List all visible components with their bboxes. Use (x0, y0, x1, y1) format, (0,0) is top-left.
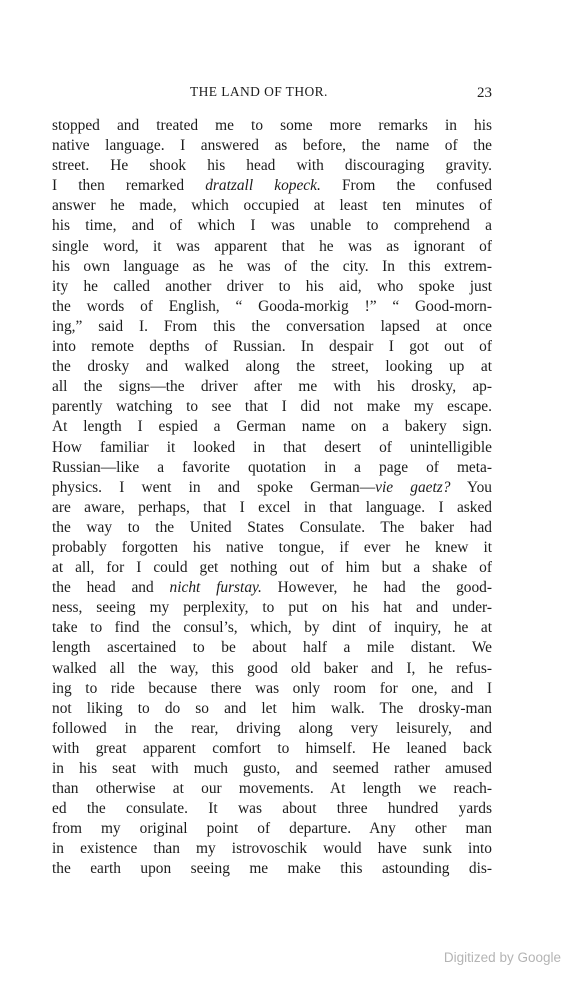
text-line (52, 176, 492, 196)
text-line: from my original point of departure. Any other man (52, 820, 492, 838)
text-line: ing to ride because there was only room for one, and I (52, 679, 492, 697)
text-line: How familiar it looked in that desert of unintelligible (52, 438, 492, 456)
italic-phrase: dratzall kopeck. (205, 177, 321, 195)
text-line: At length I espied a German name on a bakery sign. (52, 418, 492, 436)
text-segment: You (450, 478, 492, 496)
text-line: stopped and treated me to some more remarks in his (52, 117, 492, 134)
text-line: ed the consulate. It was about three hundred yards (52, 800, 492, 818)
page-header (52, 84, 492, 104)
text-line: Russian—like a favorite quotation in a page of meta- (52, 458, 492, 476)
text-line: followed in the rear, driving along very leisurely, and (52, 719, 492, 737)
text-line: than otherwise at our movements. At length we reach- (52, 780, 492, 798)
text-line: street. He shook his head with discouraging gravity. (52, 157, 492, 175)
text-segment: physics. I went in and spoke German— (52, 478, 376, 496)
text-line: with great apparent comfort to himself. He leaned back (52, 739, 492, 757)
text-line: take to find the consul’s, which, by dint of inquiry, he at (52, 619, 492, 637)
body-text (52, 116, 492, 880)
running-title: THE LAND OF THOR. (190, 84, 328, 99)
text-line: the way to the United States Consulate. The baker had (52, 518, 492, 536)
text-line: his time, and of which I was unable to comprehend a (52, 217, 492, 235)
text-line: ing,” said I. From this the conversation lapsed at once (52, 317, 492, 335)
text-line: in existence than my istrovoschik would have sunk into (52, 840, 492, 858)
text-segment: However, he had the good- (261, 579, 492, 597)
text-line: ness, seeing my perplexity, to put on his hat and under- (52, 599, 492, 617)
text-line (52, 578, 492, 598)
text-line: all the signs—the driver after me with his drosky, ap- (52, 378, 492, 396)
text-line: at all, for I could get nothing out of him but a shake of (52, 559, 492, 577)
text-line: length ascertained to be about half a mile distant. We (52, 639, 492, 657)
text-line: in his seat with much gusto, and seemed rather amused (52, 760, 492, 777)
text-segment: the head and (52, 579, 170, 597)
text-line: the earth upon seeing me make this astounding dis- (52, 860, 492, 878)
text-segment: From the confused (320, 177, 492, 195)
text-line: probably forgotten his native tongue, if ever he knew it (52, 538, 492, 556)
text-line (52, 478, 492, 498)
text-line: walked all the way, this good old baker and I, he refus- (52, 659, 492, 677)
text-line: parently watching to see that I did not make my escape. (52, 398, 492, 416)
italic-phrase: vie gaetz? (375, 478, 451, 496)
text-line: are aware, perhaps, that I excel in that language. I asked (52, 498, 492, 516)
italic-phrase: nicht furstay. (169, 579, 262, 597)
text-line: into remote depths of Russian. In despair I got out of (52, 338, 492, 356)
text-line: ity he called another driver to his aid, who spoke just (52, 277, 492, 295)
text-line: answer he made, which occupied at least ten minutes of (52, 197, 492, 215)
watermark: Digitized by Google (443, 950, 561, 965)
text-line: single word, it was apparent that he was as ignorant of (52, 237, 492, 255)
text-segment: I then remarked (52, 177, 206, 195)
text-line: native language. I answered as before, the name of the (52, 137, 492, 155)
text-line: his own language as he was of the city. In this extrem- (52, 257, 492, 275)
text-line: the words of English, “ Gooda-morkig !” “ Good-morn- (52, 297, 492, 315)
text-line: the drosky and walked along the street, looking up at (52, 358, 492, 376)
text-line: not liking to do so and let him walk. The drosky-man (52, 699, 492, 717)
page-number: 23 (477, 85, 492, 101)
